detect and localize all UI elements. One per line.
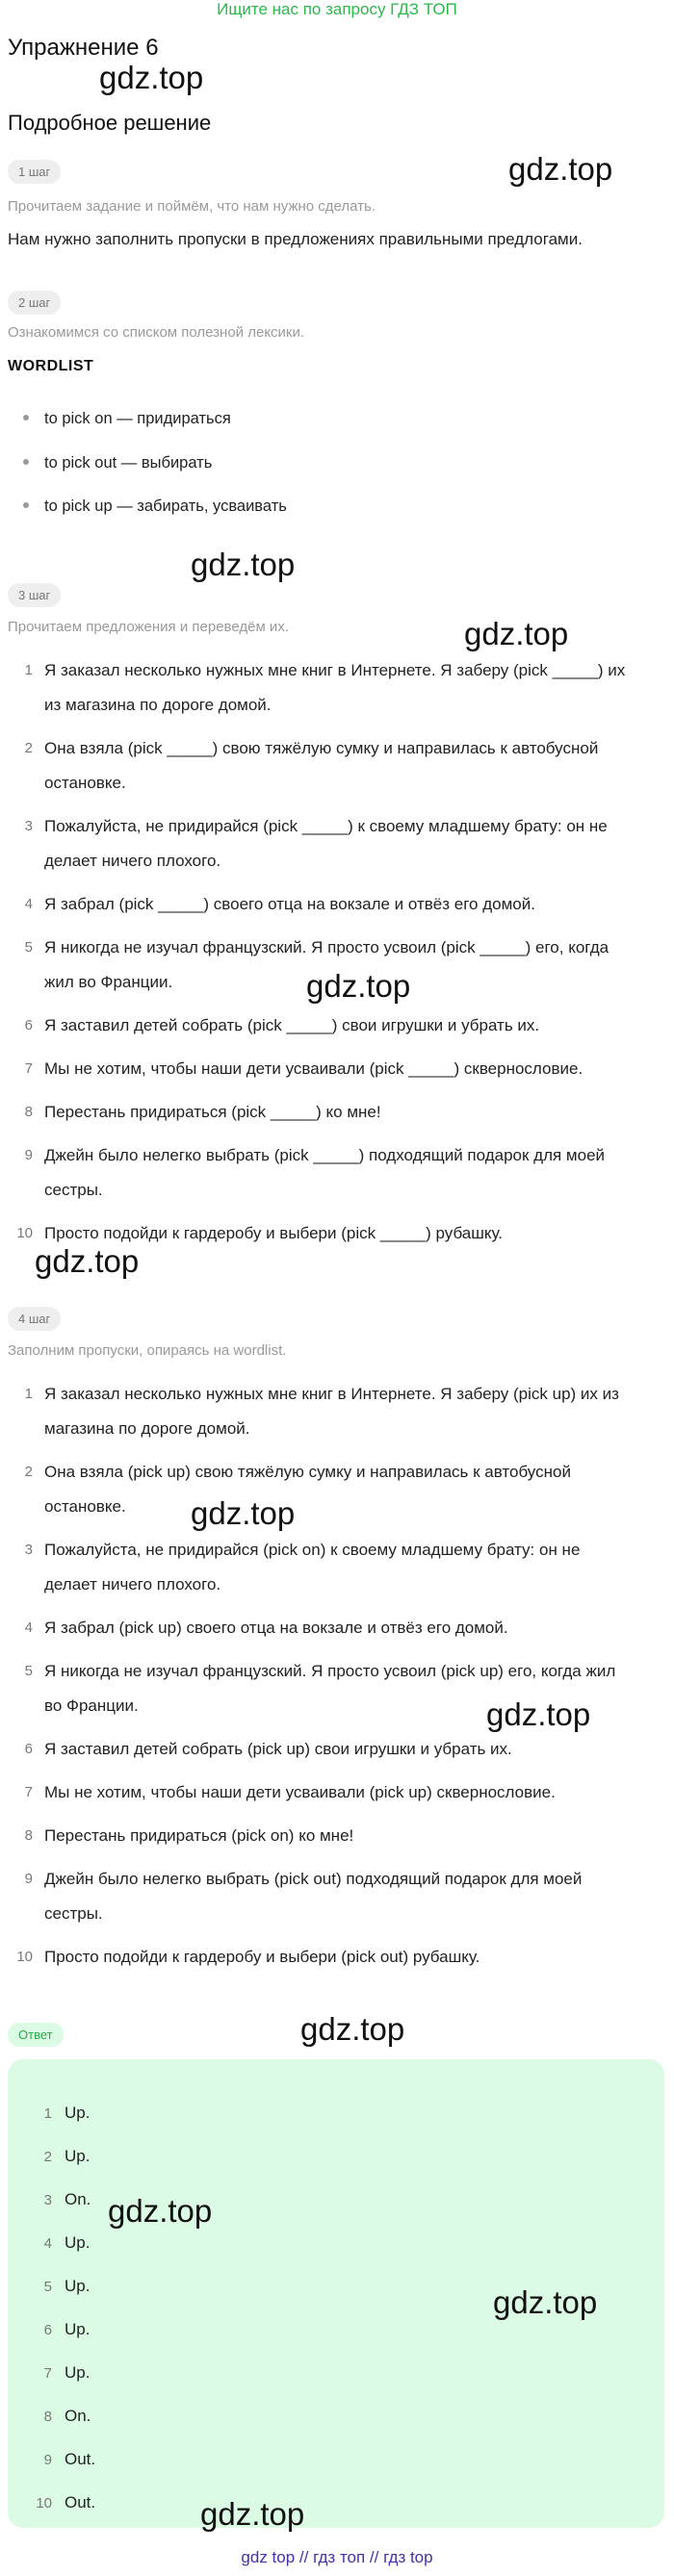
answer-item: Up. xyxy=(65,2277,91,2295)
sentence-line: Я заказал несколько нужных мне книг в Интернете. Я заберу (pick _____) их xyxy=(44,661,626,679)
sentence-line: Она взяла (pick up) свою тяжёлую сумку и направилась к автобусной xyxy=(44,1463,571,1481)
list-number: 8 xyxy=(24,1104,33,1120)
sentence-line: Мы не хотим, чтобы наши дети усваивали (pick up) сквернословие. xyxy=(44,1783,556,1801)
answer-item: Up. xyxy=(65,2104,91,2122)
bullet-icon xyxy=(23,415,29,421)
wordlist-item: to pick on — придираться xyxy=(23,410,231,428)
answer-item: Up. xyxy=(65,2147,91,2165)
answer-number: 7 xyxy=(43,2365,52,2382)
watermark: gdz.top xyxy=(35,1243,140,1279)
list-number: 7 xyxy=(24,1784,33,1800)
watermark: gdz.top xyxy=(493,2284,598,2320)
step-badge: 1 шаг xyxy=(8,160,61,184)
list-number: 5 xyxy=(24,939,33,956)
step-note: Прочитаем предложения и переведём их. xyxy=(8,619,289,635)
answer-number: 10 xyxy=(36,2495,52,2512)
answer-number: 2 xyxy=(43,2149,52,2165)
list-number: 7 xyxy=(24,1060,33,1077)
sentence-line: Мы не хотим, чтобы наши дети усваивали (pick _____) сквернословие. xyxy=(44,1059,583,1078)
sentence-line: во Франции. xyxy=(44,1696,139,1715)
sentence-line: Я забрал (pick up) своего отца на вокзале и отвёз его домой. xyxy=(44,1619,508,1637)
sentence-line: Я заставил детей собрать (pick up) свои игрушки и убрать их. xyxy=(44,1740,512,1758)
bullet-icon xyxy=(23,459,29,465)
answer-number: 1 xyxy=(43,2105,52,2122)
sentence-line: жил во Франции. xyxy=(44,973,173,991)
sentence-line: остановке. xyxy=(44,774,126,792)
answer-item: On. xyxy=(65,2407,91,2425)
answer-number: 5 xyxy=(43,2279,52,2295)
sentence-line: Джейн было нелегко выбрать (pick _____) подходящий подарок для моей xyxy=(44,1146,606,1164)
solution-heading: Подробное решение xyxy=(8,111,212,135)
list-number: 4 xyxy=(24,1620,33,1636)
watermark: gdz.top xyxy=(486,1696,591,1732)
sentence-line: Перестань придираться (pick _____) ко мне! xyxy=(44,1103,381,1121)
sentence-line: Она взяла (pick _____) свою тяжёлую сумку и направилась к автобусной xyxy=(44,739,599,757)
watermark: gdz.top xyxy=(191,547,296,582)
sentence-line: Пожалуйста, не придирайся (pick on) к своему младшему брату: он не xyxy=(44,1541,581,1559)
sentence-line: остановке. xyxy=(44,1497,126,1516)
sentence-line: из магазина по дороге домой. xyxy=(44,696,272,714)
watermark: gdz.top xyxy=(300,2011,405,2047)
watermark: gdz.top xyxy=(200,2496,305,2532)
sentence-line: делает ничего плохого. xyxy=(44,852,221,870)
answer-item: Out. xyxy=(65,2450,96,2468)
answer-item: On. xyxy=(65,2190,91,2208)
sentence-line: магазина по дороге домой. xyxy=(44,1419,250,1438)
list-number: 9 xyxy=(24,1871,33,1887)
sentence-line: делает ничего плохого. xyxy=(44,1575,221,1594)
answer-number: 8 xyxy=(43,2409,52,2425)
step-badge: 3 шаг xyxy=(8,583,61,607)
list-number: 9 xyxy=(24,1147,33,1163)
watermark: gdz.top xyxy=(464,616,569,651)
sentence-line: Пожалуйста, не придирайся (pick _____) к своему младшему брату: он не xyxy=(44,817,608,835)
wordlist-item: to pick up — забирать, усваивать xyxy=(23,497,287,516)
footer-links[interactable]: gdz top // гдз топ // гдз top xyxy=(241,2548,433,2566)
sentence-line: Просто подойди к гардеробу и выбери (pick out) рубашку. xyxy=(44,1948,480,1966)
sentence-line: Я никогда не изучал французский. Я просто усвоил (pick up) его, когда жил xyxy=(44,1662,616,1680)
sentence-line: Просто подойди к гардеробу и выбери (pick _____) рубашку. xyxy=(44,1224,504,1242)
answer-item: Up. xyxy=(65,2363,91,2382)
list-number: 10 xyxy=(16,1225,33,1241)
list-number: 2 xyxy=(24,740,33,756)
list-number: 6 xyxy=(24,1741,33,1757)
watermark: gdz.top xyxy=(108,2193,213,2229)
answer-number: 4 xyxy=(43,2235,52,2252)
sentence-line: сестры. xyxy=(44,1904,103,1923)
sentence-line: Я забрал (pick _____) своего отца на вокзале и отвёз его домой. xyxy=(44,895,535,913)
wordlist-heading: WORDLIST xyxy=(8,358,94,374)
list-number: 8 xyxy=(24,1827,33,1844)
step-badge: 4 шаг xyxy=(8,1307,61,1331)
list-number: 1 xyxy=(24,1386,33,1402)
list-number: 2 xyxy=(24,1464,33,1480)
answer-item: Out. xyxy=(65,2493,96,2512)
list-number: 6 xyxy=(24,1017,33,1033)
watermark: gdz.top xyxy=(508,151,613,187)
answer-number: 9 xyxy=(43,2452,52,2468)
list-number: 5 xyxy=(24,1663,33,1679)
wordlist-item: to pick out — выбирать xyxy=(23,454,212,472)
sentence-line: Я заставил детей собрать (pick _____) свои игрушки и убрать их. xyxy=(44,1016,540,1034)
answer-item: Up. xyxy=(65,2233,91,2252)
step-badge: 2 шаг xyxy=(8,291,61,315)
bullet-icon xyxy=(23,502,29,508)
answer-number: 3 xyxy=(43,2192,52,2208)
answer-number: 6 xyxy=(43,2322,52,2338)
list-number: 3 xyxy=(24,1542,33,1558)
sentence-line: Я никогда не изучал французский. Я просто усвоил (pick _____) его, когда xyxy=(44,938,609,956)
list-number: 3 xyxy=(24,818,33,834)
step-note: Ознакомимся со списком полезной лексики. xyxy=(8,324,305,341)
step-text: Нам нужно заполнить пропуски в предложениях правильными предлогами. xyxy=(8,230,583,248)
sentence-line: Я заказал несколько нужных мне книг в Интернете. Я заберу (pick up) их из xyxy=(44,1385,619,1403)
list-number: 1 xyxy=(24,662,33,678)
sentence-line: Перестань придираться (pick on) ко мне! xyxy=(44,1826,354,1845)
sentence-line: Джейн было нелегко выбрать (pick out) подходящий подарок для моей xyxy=(44,1870,583,1888)
watermark: gdz.top xyxy=(306,968,411,1004)
step-note: Заполним пропуски, опираясь на wordlist. xyxy=(8,1342,287,1359)
watermark: gdz.top xyxy=(191,1495,296,1531)
list-number: 10 xyxy=(16,1949,33,1965)
watermark: gdz.top xyxy=(99,60,204,95)
page-title: Упражнение 6 xyxy=(8,35,159,61)
search-hint-link[interactable]: Ищите нас по запросу ГДЗ ТОП xyxy=(217,0,457,18)
sentence-line: сестры. xyxy=(44,1181,103,1199)
answer-badge: Ответ xyxy=(8,2023,64,2047)
step-note: Прочитаем задание и поймём, что нам нужно сделать. xyxy=(8,198,376,215)
list-number: 4 xyxy=(24,896,33,912)
answer-item: Up. xyxy=(65,2320,91,2338)
